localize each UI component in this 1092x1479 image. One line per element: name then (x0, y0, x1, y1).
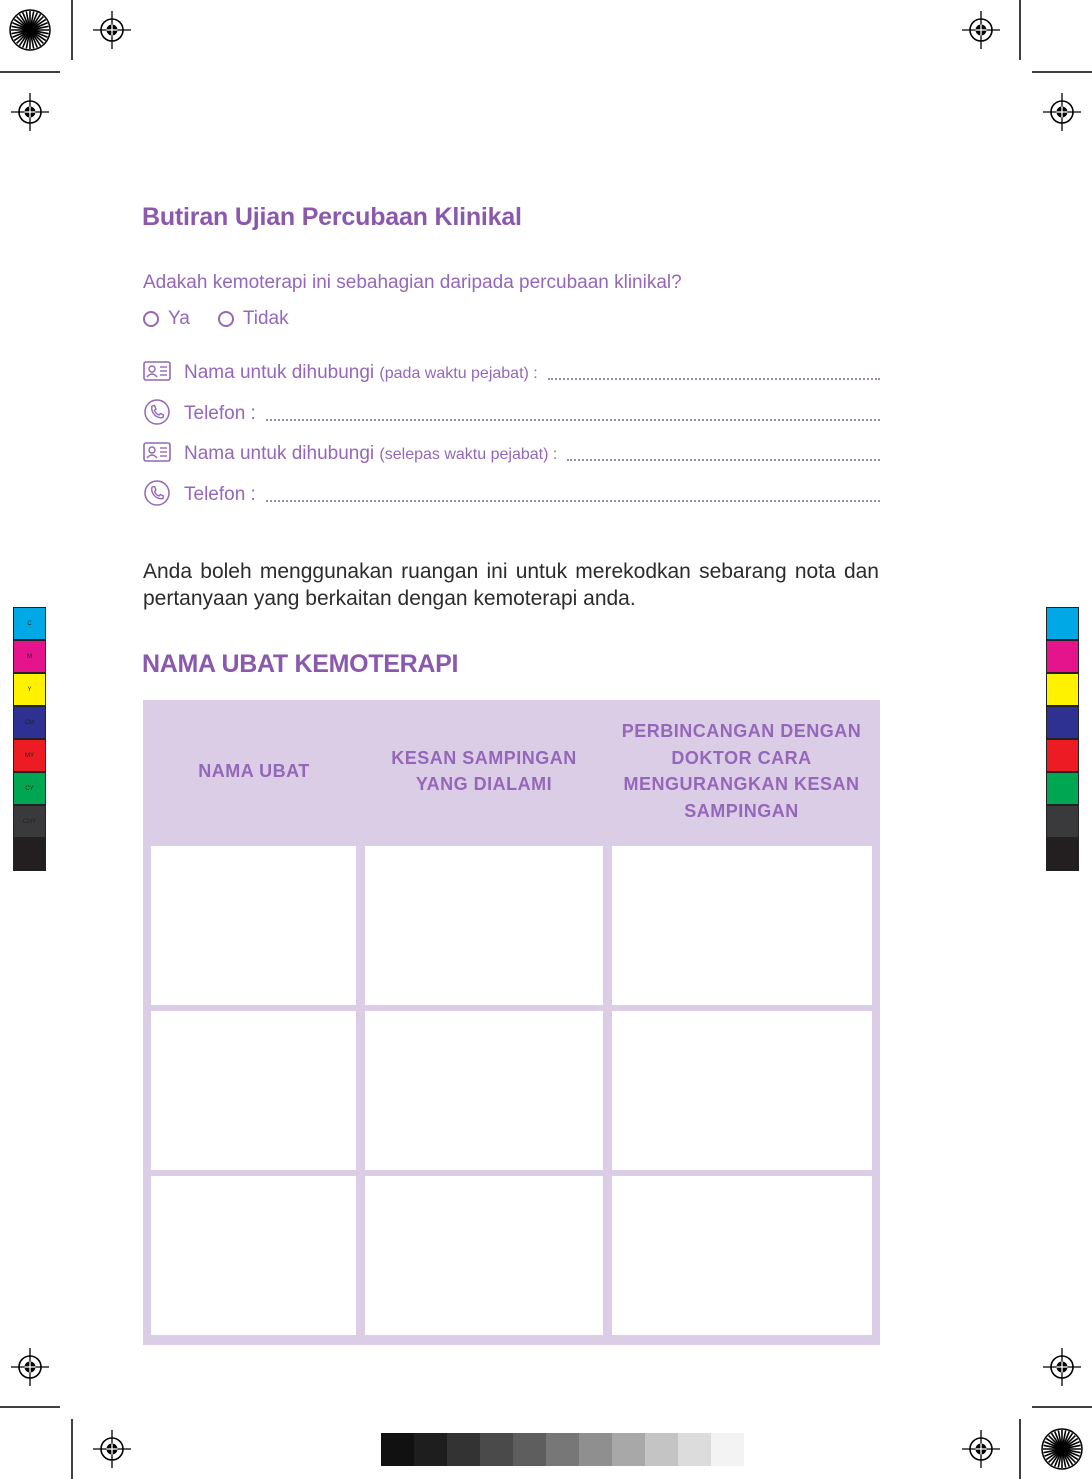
radio-no[interactable] (218, 311, 234, 327)
color-swatch: CY (13, 772, 46, 805)
gray-swatch (480, 1433, 513, 1466)
table-cell[interactable] (151, 846, 356, 1005)
table-cell[interactable] (612, 1011, 872, 1170)
color-swatch (1046, 739, 1079, 772)
color-swatch (1046, 805, 1079, 838)
table-cell[interactable] (151, 1011, 356, 1170)
color-swatch (1046, 607, 1079, 640)
after-hours-phone-field (143, 476, 880, 506)
after-hours-phone-label: Telefon : (184, 484, 256, 505)
color-swatch (1046, 772, 1079, 805)
table-cell[interactable] (365, 846, 603, 1005)
id-card-icon (143, 358, 171, 384)
color-swatch: C (13, 607, 46, 640)
radio-yes[interactable] (143, 311, 159, 327)
after-hours-phone-input[interactable] (266, 500, 880, 502)
color-swatch (1046, 640, 1079, 673)
notes-paragraph: Anda boleh menggunakan ruangan ini untuk merekodkan sebarang nota dan pertanyaan yang berkaitan dengan kemoterapi anda. (143, 560, 879, 610)
option-no[interactable] (218, 308, 289, 330)
color-swatch (1046, 673, 1079, 706)
medication-table (143, 700, 880, 1345)
gray-swatch (579, 1433, 612, 1466)
option-no-label: Tidak (242, 308, 289, 329)
office-contact-label: Nama untuk dihubungi (pada waktu pejabat) : (184, 362, 538, 383)
table-cell[interactable] (365, 1011, 603, 1170)
office-phone-label: Telefon : (184, 403, 256, 424)
color-swatch: CMY (13, 805, 46, 838)
office-contact-field (143, 354, 880, 384)
office-contact-input[interactable] (548, 378, 880, 380)
gray-swatch (711, 1433, 744, 1466)
after-hours-contact-label: Nama untuk dihubungi (selepas waktu pejabat) : (184, 443, 558, 464)
header-doctor-discussion: PERBINCANGAN DENGAN DOKTOR CARA MENGURANGKAN KESAN SAMPINGAN (621, 721, 862, 821)
gray-swatch (447, 1433, 480, 1466)
color-swatch: MY (13, 739, 46, 772)
header-side-effects: KESAN SAMPINGAN YANG DIALAMI (391, 747, 577, 794)
gray-swatch (414, 1433, 447, 1466)
color-swatch: K (13, 838, 46, 871)
gray-swatch (513, 1433, 546, 1466)
gray-swatch (381, 1433, 414, 1466)
trial-options (143, 308, 317, 330)
color-swatch: CM (13, 706, 46, 739)
table-cell[interactable] (151, 1176, 356, 1335)
table-cell[interactable] (365, 1176, 603, 1335)
office-phone-field (143, 395, 880, 425)
header-drug-name: NAMA UBAT (198, 760, 310, 781)
color-swatch (1046, 706, 1079, 739)
color-swatch: Y (13, 673, 46, 706)
office-phone-input[interactable] (266, 419, 880, 421)
gray-swatch (678, 1433, 711, 1466)
color-swatch (1046, 838, 1079, 871)
section-title: NAMA UBAT KEMOTERAPI (142, 650, 459, 678)
option-yes[interactable] (143, 308, 190, 330)
color-swatch: M (13, 640, 46, 673)
phone-icon (143, 480, 171, 506)
clinical-trial-question: Adakah kemoterapi ini sebahagian daripada percubaan klinikal? (143, 272, 682, 293)
gray-swatch (645, 1433, 678, 1466)
after-hours-contact-input[interactable] (567, 459, 880, 461)
gray-swatch (612, 1433, 645, 1466)
gray-swatch (546, 1433, 579, 1466)
table-cell[interactable] (612, 1176, 872, 1335)
page-title: Butiran Ujian Percubaan Klinikal (142, 203, 522, 231)
phone-icon (143, 399, 171, 425)
id-card-icon (143, 439, 171, 465)
after-hours-contact-field (143, 435, 880, 465)
table-cell[interactable] (612, 846, 872, 1005)
option-yes-label: Ya (168, 308, 190, 329)
